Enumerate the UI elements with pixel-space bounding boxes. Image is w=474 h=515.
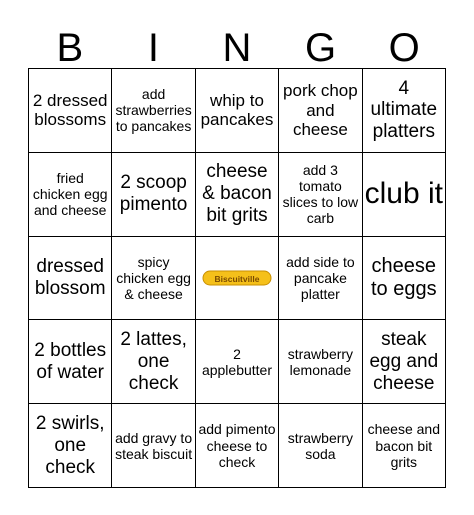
bingo-cell[interactable]: fried chicken egg and cheese bbox=[29, 153, 112, 237]
bingo-cell[interactable]: 2 swirls, one check bbox=[29, 404, 112, 488]
header-letter-n: N bbox=[222, 26, 252, 70]
bingo-cell[interactable]: cheese and bacon bit grits bbox=[363, 404, 446, 488]
biscuitville-logo bbox=[202, 267, 272, 289]
header-letter-i: I bbox=[147, 26, 159, 70]
bingo-cell[interactable]: add gravy to steak biscuit bbox=[112, 404, 195, 488]
bingo-cell[interactable]: strawberry lemonade bbox=[279, 320, 362, 404]
bingo-cell[interactable]: steak egg and cheese bbox=[363, 320, 446, 404]
bingo-cell[interactable]: spicy chicken egg & cheese bbox=[112, 237, 195, 321]
bingo-cell[interactable]: club it bbox=[363, 153, 446, 237]
bingo-cell[interactable]: 2 lattes, one check bbox=[112, 320, 195, 404]
bingo-cell[interactable]: add 3 tomato slices to low carb bbox=[279, 153, 362, 237]
bingo-cell[interactable]: strawberry soda bbox=[279, 404, 362, 488]
bingo-cell[interactable]: 2 applebutter bbox=[196, 320, 279, 404]
logo-text: Biscuitville bbox=[214, 273, 260, 284]
bingo-cell[interactable]: add side to pancake platter bbox=[279, 237, 362, 321]
bingo-cell[interactable]: 2 bottles of water bbox=[29, 320, 112, 404]
header-letter-b: B bbox=[56, 26, 84, 70]
bingo-header bbox=[28, 28, 446, 68]
bingo-cell[interactable]: cheese & bacon bit grits bbox=[196, 153, 279, 237]
bingo-grid bbox=[28, 68, 446, 488]
bingo-cell[interactable]: 4 ultimate platters bbox=[363, 69, 446, 153]
bingo-cell[interactable]: add strawberries to pancakes bbox=[112, 69, 195, 153]
bingo-cell[interactable]: add pimento cheese to check bbox=[196, 404, 279, 488]
bingo-cell[interactable]: 2 dressed blossoms bbox=[29, 69, 112, 153]
header-letter-o: O bbox=[388, 26, 420, 70]
bingo-cell[interactable]: cheese to eggs bbox=[363, 237, 446, 321]
free-space-cell[interactable] bbox=[196, 237, 279, 321]
bingo-cell[interactable]: dressed blossom bbox=[29, 237, 112, 321]
bingo-cell[interactable]: 2 scoop pimento bbox=[112, 153, 195, 237]
bingo-cell[interactable]: pork chop and cheese bbox=[279, 69, 362, 153]
bingo-cell[interactable]: whip to pancakes bbox=[196, 69, 279, 153]
header-letter-g: G bbox=[305, 26, 337, 70]
